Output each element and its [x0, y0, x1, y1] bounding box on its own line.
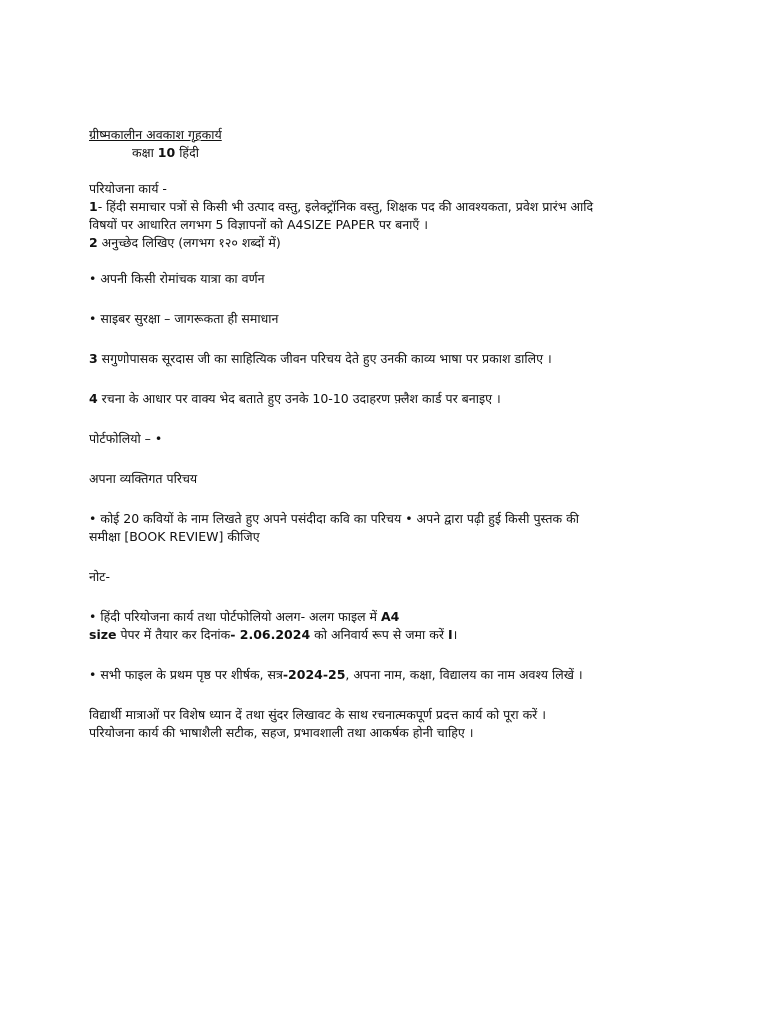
note-1-date: - 2.06.2024	[230, 627, 311, 642]
note-2-start: • सभी फाइल के प्रथम पृष्ठ पर शीर्षक, सत्र	[89, 667, 283, 682]
note-1-mid: पेपर में तैयार कर दिनांक	[116, 627, 231, 642]
class-subject-line	[89, 144, 689, 162]
item-4-text: रचना के आधार पर वाक्य भेद बताते हुए उनके 10-10 उदाहरण फ़्लैश कार्ड पर बनाइए ।	[97, 391, 501, 406]
item-1-text: - हिंदी समाचार पत्रों से किसी भी उत्पाद वस्तु, इलेक्ट्रॉनिक वस्तु, शिक्षक पद की आवश्यकता, प्रवेश प्रारंभ आदि	[97, 199, 594, 214]
portfolio-heading: पोर्टफोलियो – •	[89, 431, 163, 446]
project-heading: परियोजना कार्य -	[89, 181, 167, 196]
item-3-text: सगुणोपासक सूरदास जी का साहित्यिक जीवन परिचय देते हुए उनकी काव्य भाषा पर प्रकाश डालिए ।	[97, 351, 552, 366]
document-title: ग्रीष्मकालीन अवकाश गृहकार्य	[89, 127, 222, 142]
homework-document	[89, 126, 689, 742]
subject-label: हिंदी	[179, 145, 199, 160]
final-instruction-continued: परियोजना कार्य की भाषाशैली सटीक, सहज, प्रभावशाली तथा आकर्षक होनी चाहिए ।	[89, 725, 474, 740]
note-1-a4: A4	[381, 609, 400, 624]
note-1-end: को अनिवार्य रूप से जमा करें	[310, 627, 448, 642]
note-1	[89, 608, 689, 626]
bullet-cyber-security: • साइबर सुरक्षा – जागरूकता ही समाधान	[89, 311, 279, 326]
note-2-session: -2024-25	[282, 667, 346, 682]
poets-task: • कोई 20 कवियों के नाम लिखते हुए अपने पसंदीदा कवि का परिचय • अपने द्वारा पढ़ी हुई किसी पुस्तक की	[89, 511, 579, 526]
note-1-text: • हिंदी परियोजना कार्य तथा पोर्टफोलियो अलग- अलग फाइल में	[89, 609, 381, 624]
poets-task-continued: समीक्षा [BOOK REVIEW] कीजिए	[89, 529, 260, 544]
final-instruction: विद्यार्थी मात्राओं पर विशेष ध्यान दें तथा सुंदर लिखावट के साथ रचनात्मकपूर्ण प्रदत्त कार्य को पूरा करें ।	[89, 707, 546, 722]
project-item-4	[89, 390, 689, 408]
project-item-2	[89, 234, 689, 252]
item-2-text: अनुच्छेद लिखिए (लगभग १२० शब्दों में)	[97, 235, 281, 250]
class-label: कक्षा	[132, 145, 154, 160]
item-3-number: 3	[89, 351, 98, 366]
item-1-number: 1	[89, 199, 98, 214]
class-number: 10	[157, 145, 176, 160]
project-item-3	[89, 350, 689, 368]
project-item-1-continued: विषयों पर आधारित लगभग 5 विज्ञापनों को A4SIZE PAPER पर बनाएँ ।	[89, 217, 429, 232]
note-heading: नोट-	[89, 569, 110, 584]
note-1-fullstop: ।	[452, 627, 458, 642]
item-4-number: 4	[89, 391, 98, 406]
note-2-end: , अपना नाम, कक्षा, विद्यालय का नाम अवश्य लिखें ।	[345, 667, 583, 682]
note-1-continued	[89, 626, 689, 644]
project-item-1	[89, 198, 689, 216]
note-1-bar: I	[447, 627, 453, 642]
bullet-travel-story: • अपनी किसी रोमांचक यात्रा का वर्णन	[89, 271, 265, 286]
note-2	[89, 666, 689, 684]
personal-intro: अपना व्यक्तिगत परिचय	[89, 471, 198, 486]
item-2-number: 2	[89, 235, 98, 250]
note-1-size: size	[89, 627, 117, 642]
